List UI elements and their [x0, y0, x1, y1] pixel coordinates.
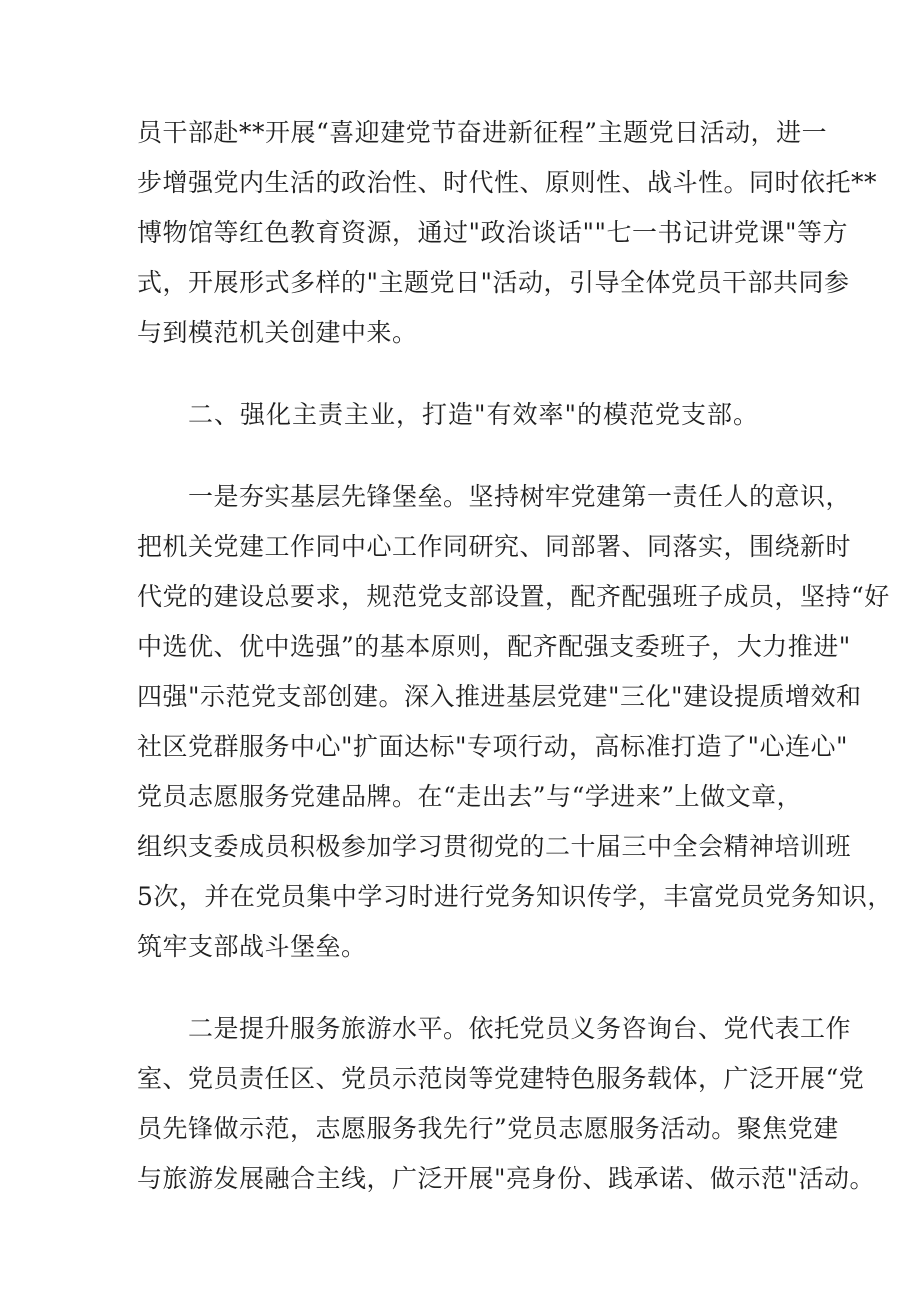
paragraph-line: 一是夯实基层先锋堡垒。坚持树牢党建第一责任人的意识，: [188, 482, 852, 511]
paragraph-line: 把机关党建工作同中心工作同研究、同部署、同落实，围绕新时: [137, 532, 852, 561]
paragraph-line: 组织支委成员积极参加学习贯彻党的二十届三中全会精神培训班: [137, 832, 852, 861]
paragraph-line: 员干部赴**开展“喜迎建党节奋进新征程”主题党日活动，进一: [137, 118, 828, 147]
paragraph-line: 与到模范机关创建中来。: [137, 318, 418, 347]
paragraph-line: 四强"示范党支部创建。深入推进基层党建"三化"建设提质增效和: [137, 682, 862, 711]
paragraph-line: 社区党群服务中心"扩面达标"专项行动，高标准打造了"心连心": [137, 732, 848, 761]
paragraph-line: 员先锋做示范，志愿服务我先行”党员志愿服务活动。聚焦党建: [137, 1114, 839, 1143]
paragraph-line: 博物馆等红色教育资源，通过"政治谈话""七一书记讲党课"等方: [137, 218, 848, 247]
paragraph-line: 室、党员责任区、党员示范岗等党建特色服务载体，广泛开展“党: [137, 1064, 865, 1093]
paragraph-line: 筑牢支部战斗堡垒。: [137, 932, 367, 961]
section-heading: 二、强化主责主业，打造"有效率"的模范党支部。: [188, 400, 759, 429]
paragraph-line: 代党的建设总要求，规范党支部设置，配齐配强班子成员，坚持“好: [137, 582, 890, 611]
paragraph-line: 二是提升服务旅游水平。依托党员义务咨询台、党代表工作: [188, 1014, 852, 1043]
paragraph-line: 式，开展形式多样的"主题党日"活动，引导全体党员干部共同参: [137, 268, 850, 297]
paragraph-line: 与旅游发展融合主线，广泛开展"亮身份、践承诺、做示范"活动。: [137, 1164, 876, 1193]
paragraph-line: 步增强党内生活的政治性、时代性、原则性、战斗性。同时依托**: [137, 168, 878, 197]
paragraph-line: 中选优、优中选强”的基本原则，配齐配强支委班子，大力推进": [137, 632, 851, 661]
paragraph-line: 5次，并在党员集中学习时进行党务知识传学，丰富党员党务知识，: [137, 882, 893, 911]
paragraph-line: 党员志愿服务党建品牌。在“走出去”与“学进来”上做文章，: [137, 782, 803, 811]
